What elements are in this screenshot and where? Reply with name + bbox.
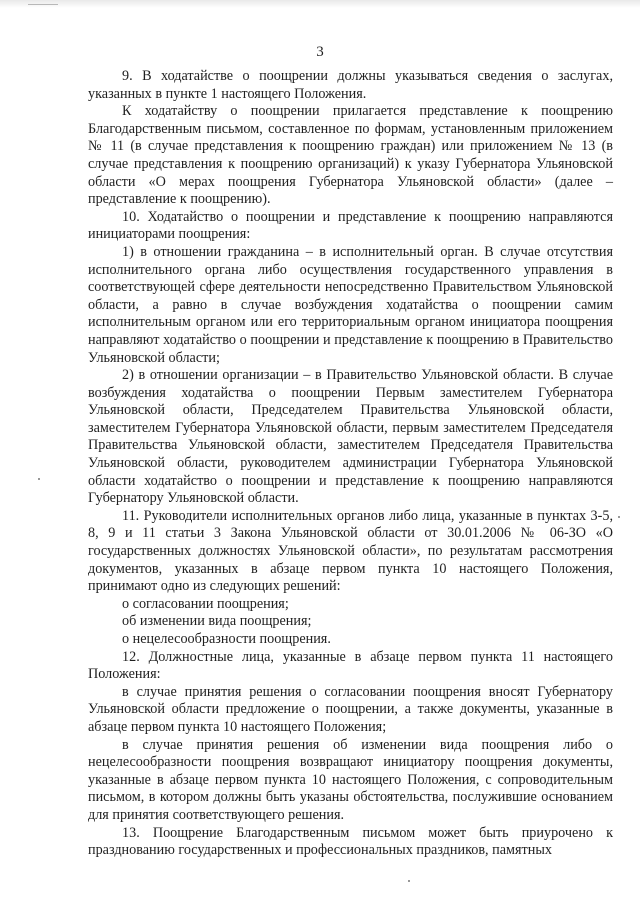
- document-body: [88, 68, 613, 860]
- paragraph-11: 11. Руководители исполнительных органов либо лица, указанные в пунктах 3-5, 8, 9 и 11 статьи 3 Закона Ульяновской области от 30.01.2006 № 06-ЗО «О государственных должностях Ульяновской области», по результатам рассмотрения документов, указанных в абзаце первом пункта 10 настоящего Положения, принимают одно из следующих решений:: [88, 507, 613, 595]
- paragraph-12-reject: в случае принятия решения об изменении вида поощрения либо о нецелесообразности поощрения возвращают инициатору поощрения документы, указанные в абзаце первом пункта 10 настоящего Положения, с сопроводительным письмом, в котором должны быть указаны обстоятельства, послужившие основанием для принятия соответствующего решения.: [88, 736, 613, 823]
- decision-option-approve: о согласовании поощрения;: [122, 595, 289, 612]
- paragraph-attachment: К ходатайству о поощрении прилагается представление к поощрению Благодарственным письмом, составленное по формам, установленным приложением № 11 (в случае представления к поощрению граждан) или приложением № 13 (в случае представления к поощрению организаций) к указу Губернатора Ульяновской области «О мерах поощрения Губернатора Ульяновской области» (далее – представление к поощрению).: [88, 103, 613, 208]
- paragraph-13: 13. Поощрение Благодарственным письмом может быть приурочено к празднованию государственных и профессиональных праздников, памятных: [88, 824, 613, 859]
- paragraph-12: 12. Должностные лица, указанные в абзаце первом пункта 11 настоящего Положения:: [88, 648, 613, 683]
- scan-speck: [408, 880, 410, 882]
- page-number: 3: [316, 44, 324, 60]
- decision-option-reject: о нецелесообразности поощрения.: [122, 631, 331, 647]
- paragraph-10-item-1: 1) в отношении гражданина – в исполнительный орган. В случае отсутствия исполнительного органа либо осуществления государственного управления в соответствующей сфере деятельности непосредственно Правительством Ульяновской области, а равно в случае возбуждения ходатайства о поощрении самим исполнительным органом или его территориальным органом инициатора поощрения направляют ходатайство о поощрении и представление к поощрению в Правительство Ульяновской области;: [88, 243, 613, 366]
- paragraph-9: 9. В ходатайстве о поощрении должны указываться сведения о заслугах, указанных в пункте 1 настоящего Положения.: [88, 68, 613, 102]
- decision-option-change: об изменении вида поощрения;: [122, 613, 312, 630]
- scan-speck: [618, 516, 620, 518]
- scan-edge: [0, 0, 640, 8]
- scan-speck: [38, 478, 40, 480]
- paragraph-10-item-2: 2) в отношении организации – в Правительство Ульяновской области. В случае возбуждения ходатайства о поощрении Первым заместителем Губернатора Ульяновской области, Председателем Правительства Ульяновской области, заместителем Губернатора Ульяновской области, первым заместителем Председателя Правительства Ульяновской области, заместителем Председателя Правительства Ульяновской области, руководителем администрации Губернатора Ульяновской области ходатайство о поощрении и представление к поощрению направляются Губернатору Ульяновской области.: [88, 367, 613, 507]
- paragraph-10: 10. Ходатайство о поощрении и представление к поощрению направляются инициаторами поощрения:: [88, 208, 613, 243]
- paragraph-12-approve: в случае принятия решения о согласовании поощрения вносят Губернатору Ульяновской области предложение о поощрении, а также документы, указанные в абзаце первом пункта 10 настоящего Положения;: [88, 683, 613, 735]
- scan-mark: [28, 4, 58, 5]
